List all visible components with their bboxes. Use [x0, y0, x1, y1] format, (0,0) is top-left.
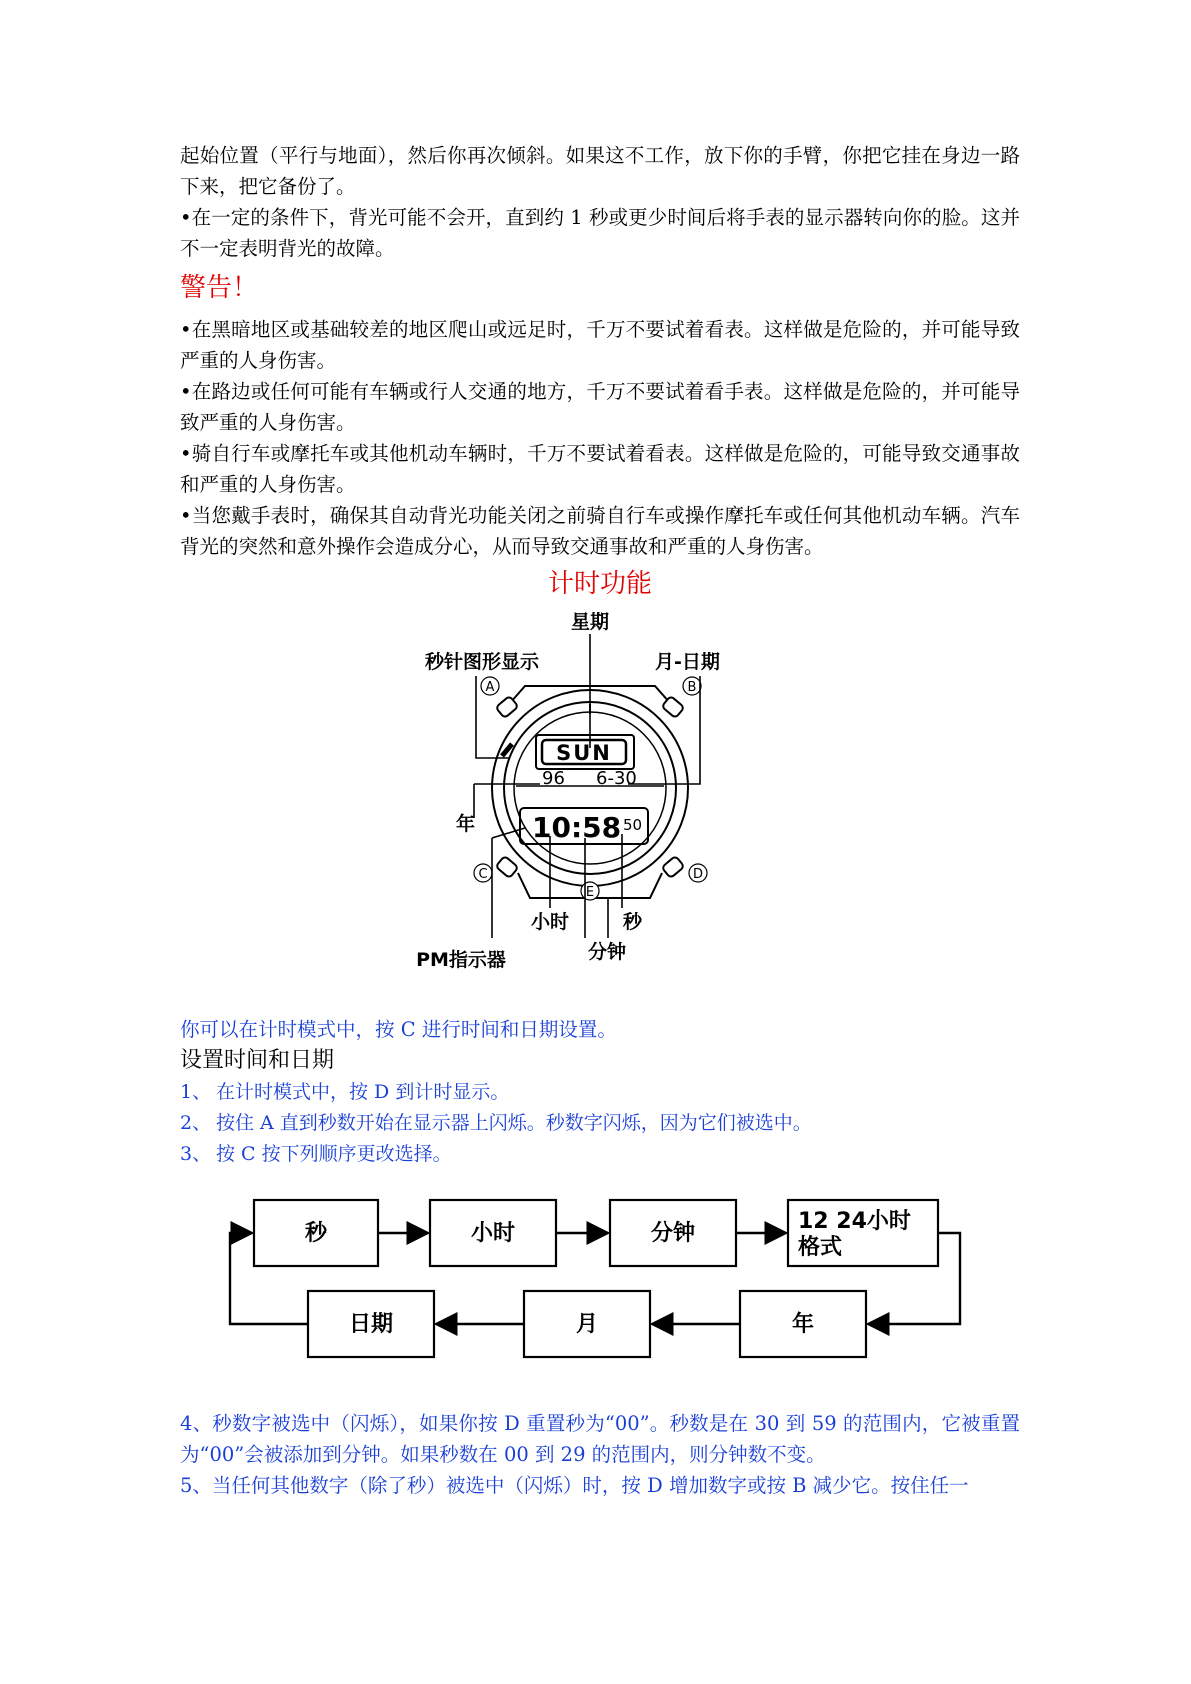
set-time-heading: 设置时间和日期 [180, 1048, 335, 1073]
display-time: 10:58 [532, 811, 622, 844]
flow-label-date: 日期 [348, 1312, 394, 1337]
section-title: 计时功能 [547, 569, 652, 599]
watch-diagram [180, 608, 1020, 1008]
intro-paragraph-1: 起始位置（平行与地面），然后你再次倾斜。如果这不工作，放下你的手臂，你把它挂在身边一路下来，把它备份了。 [180, 144, 1020, 198]
label-second: 秒 [623, 911, 643, 933]
label-weekday: 星期 [570, 611, 610, 633]
step-3-number: 3、 [180, 1143, 212, 1165]
setting-flow-diagram [180, 1186, 1020, 1386]
warning-title: 警告！ [180, 273, 259, 303]
button-e-label: E [585, 885, 595, 900]
warning-item-2: •在路边或任何可能有车辆或行人交通的地方，千万不要试着看手表。这样做是危险的，并可能导致严重的人身伤害。 [180, 380, 1020, 434]
step-3-text: 按 C 按下列顺序更改选择。 [216, 1143, 452, 1165]
step-5: 5、当任何其他数字（除了秒）被选中（闪烁）时，按 D 增加数字或按 B 减少它。按住任一 [180, 1474, 969, 1497]
step-4: 4、秒数字被选中（闪烁），如果你按 D 重置秒为“00”。秒数是在 30 到 59 的范围内，它被重置为“00”会被添加到分钟。如果秒数在 00 到 29 的范围内，则分钟数不变。 [180, 1412, 1020, 1466]
step-1-text: 在计时模式中，按 D 到计时显示。 [216, 1081, 510, 1103]
step-1 [180, 1077, 1020, 1108]
warning-item-1: •在黑暗地区或基础较差的地区爬山或远足时，千万不要试着看表。这样做是危险的，并可能导致严重的人身伤害。 [180, 318, 1020, 372]
page-content [180, 140, 1020, 1501]
button-d-label: D [692, 867, 704, 882]
label-hour: 小时 [530, 911, 570, 933]
flow-label-minute: 分钟 [650, 1221, 696, 1246]
warning-item-3: •骑自行车或摩托车或其他机动车辆时，千万不要试着看表。这样做是危险的，可能导致交通事故和严重的人身伤害。 [180, 442, 1020, 496]
step-2 [180, 1108, 1020, 1139]
display-day: SUN [556, 741, 612, 765]
intro-paragraph-2: •在一定的条件下，背光可能不会开，直到约 1 秒或更少时间后将手表的显示器转向你的脸。这并不一定表明背光的故障。 [180, 206, 1020, 260]
step-1-number: 1、 [180, 1081, 212, 1103]
display-date: 6-30 [596, 768, 637, 789]
button-a-label: A [485, 680, 495, 695]
button-b-label: B [687, 680, 697, 695]
flow-label-format-line2: 格式 [798, 1235, 843, 1260]
step-3 [180, 1139, 1020, 1170]
label-minute: 分钟 [587, 941, 627, 963]
warning-item-4: •当您戴手表时，确保其自动背光功能关闭之前骑自行车或操作摩托车或任何其他机动车辆。汽车背光的突然和意外操作会造成分心，从而导致交通事故和严重的人身伤害。 [180, 504, 1020, 558]
flow-label-seconds: 秒 [304, 1221, 328, 1246]
display-year: 96 [542, 768, 565, 789]
timekeeping-intro: 你可以在计时模式中，按 C 进行时间和日期设置。 [180, 1018, 617, 1041]
label-pm-indicator: PM指示器 [416, 949, 506, 971]
label-second-graphic: 秒针图形显示 [425, 651, 540, 673]
display-seconds: 50 [623, 816, 643, 834]
button-c-label: C [478, 867, 488, 882]
step-2-number: 2、 [180, 1112, 212, 1134]
label-year: 年 [456, 813, 476, 835]
flow-label-year: 年 [791, 1312, 815, 1337]
flow-label-hour: 小时 [470, 1221, 516, 1246]
label-month-day: 月-日期 [655, 651, 720, 673]
flow-label-month: 月 [575, 1312, 599, 1337]
flow-label-format-line1: 12 24小时 [798, 1209, 911, 1234]
step-2-text: 按住 A 直到秒数开始在显示器上闪烁。秒数字闪烁，因为它们被选中。 [216, 1112, 812, 1134]
